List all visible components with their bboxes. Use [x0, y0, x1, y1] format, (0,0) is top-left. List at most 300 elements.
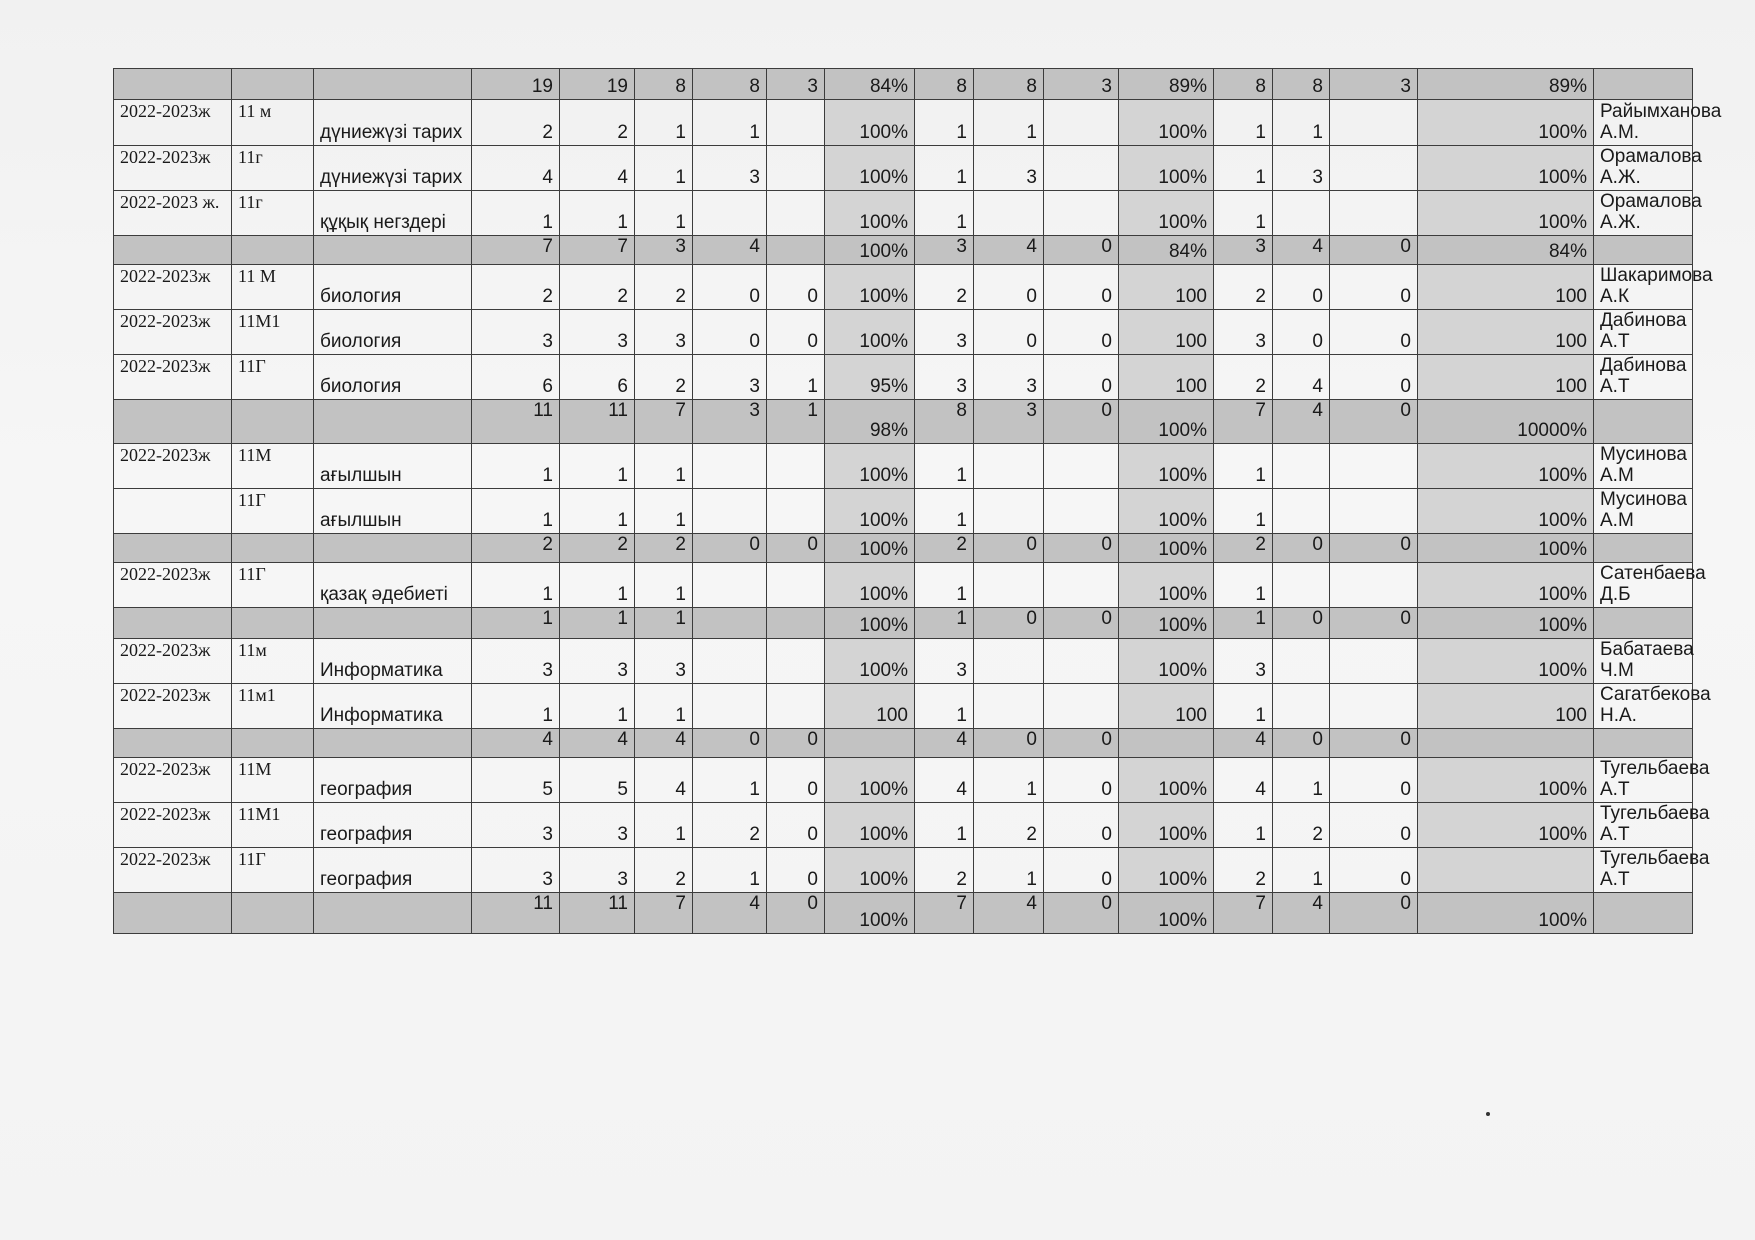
value-cell: 0 [974, 534, 1044, 563]
value-cell: 7 [915, 893, 974, 934]
value-cell: 3 [472, 848, 560, 893]
value-cell [1044, 146, 1119, 191]
percent-cell: 100 [1119, 355, 1214, 400]
value-cell: 8 [635, 69, 693, 100]
table-row [114, 684, 1693, 729]
value-cell: 1 [560, 608, 635, 639]
value-cell: 5 [472, 758, 560, 803]
percent-cell: 100% [1418, 489, 1594, 534]
value-cell: 1 [974, 758, 1044, 803]
value-cell: 8 [693, 69, 767, 100]
value-cell: 3 [472, 803, 560, 848]
percent-cell: 100% [1418, 534, 1594, 563]
value-cell: 2 [915, 265, 974, 310]
value-cell: 0 [1330, 400, 1418, 444]
value-cell: 1 [635, 489, 693, 534]
value-cell: 4 [472, 729, 560, 758]
year-cell: 2022-2023ж [114, 639, 232, 684]
value-cell: 1 [560, 489, 635, 534]
value-cell: 7 [1214, 400, 1273, 444]
percent-cell: 100 [825, 684, 915, 729]
value-cell: 4 [915, 758, 974, 803]
class-cell [232, 608, 314, 639]
percent-cell: 100% [825, 803, 915, 848]
class-cell [232, 729, 314, 758]
value-cell: 3 [693, 355, 767, 400]
value-cell [693, 563, 767, 608]
value-cell: 0 [1044, 265, 1119, 310]
value-cell [1330, 100, 1418, 146]
value-cell: 0 [1044, 729, 1119, 758]
percent-cell: 100% [1119, 100, 1214, 146]
value-cell: 3 [560, 803, 635, 848]
value-cell: 1 [1214, 146, 1273, 191]
teacher-cell: Мусинова А.М [1594, 489, 1693, 534]
teacher-cell [1594, 534, 1693, 563]
value-cell [1273, 489, 1330, 534]
value-cell: 8 [1273, 69, 1330, 100]
value-cell: 0 [1044, 608, 1119, 639]
value-cell: 0 [1044, 355, 1119, 400]
value-cell [693, 684, 767, 729]
value-cell: 0 [767, 848, 825, 893]
percent-cell: 89% [1418, 69, 1594, 100]
subject-cell [314, 69, 472, 100]
value-cell [1044, 191, 1119, 236]
table-row [114, 265, 1693, 310]
subtotal-row [114, 400, 1693, 444]
percent-cell: 100% [1119, 400, 1214, 444]
percent-cell: 100% [1119, 534, 1214, 563]
subject-cell: Информатика [314, 684, 472, 729]
table-row [114, 146, 1693, 191]
value-cell [767, 639, 825, 684]
value-cell [1273, 191, 1330, 236]
value-cell: 3 [1330, 69, 1418, 100]
value-cell [767, 684, 825, 729]
value-cell [1044, 100, 1119, 146]
table-row [114, 191, 1693, 236]
percent-cell [1418, 729, 1594, 758]
value-cell: 1 [693, 100, 767, 146]
class-cell: 11М [232, 444, 314, 489]
class-cell: 11г [232, 191, 314, 236]
teacher-cell: Орамалова А.Ж. [1594, 146, 1693, 191]
value-cell [693, 191, 767, 236]
year-cell: 2022-2023ж [114, 848, 232, 893]
value-cell [1273, 684, 1330, 729]
value-cell [767, 608, 825, 639]
class-cell: 11Г [232, 355, 314, 400]
value-cell: 0 [767, 729, 825, 758]
percent-cell: 100% [1119, 893, 1214, 934]
value-cell: 1 [693, 758, 767, 803]
value-cell [1330, 191, 1418, 236]
value-cell: 1 [915, 803, 974, 848]
subject-cell: Информатика [314, 639, 472, 684]
value-cell: 0 [693, 729, 767, 758]
value-cell: 4 [472, 146, 560, 191]
value-cell: 0 [1330, 758, 1418, 803]
value-cell: 2 [1214, 848, 1273, 893]
value-cell: 3 [1214, 236, 1273, 265]
teacher-cell [1594, 893, 1693, 934]
value-cell: 0 [1330, 236, 1418, 265]
value-cell: 0 [1273, 265, 1330, 310]
subtotal-row [114, 729, 1693, 758]
value-cell [767, 563, 825, 608]
class-cell [232, 69, 314, 100]
percent-cell: 100% [1119, 848, 1214, 893]
value-cell: 0 [1330, 310, 1418, 355]
table-row [114, 848, 1693, 893]
class-cell [232, 893, 314, 934]
value-cell [974, 639, 1044, 684]
value-cell: 1 [560, 444, 635, 489]
class-cell: 11Г [232, 563, 314, 608]
value-cell [1273, 444, 1330, 489]
percent-cell [1119, 729, 1214, 758]
subject-cell [314, 729, 472, 758]
results-table [113, 68, 1722, 934]
teacher-cell [1594, 236, 1693, 265]
value-cell: 0 [1044, 534, 1119, 563]
percent-cell: 100% [825, 236, 915, 265]
value-cell: 4 [974, 893, 1044, 934]
value-cell: 3 [1273, 146, 1330, 191]
value-cell: 1 [472, 489, 560, 534]
value-cell: 3 [974, 355, 1044, 400]
subject-cell: география [314, 758, 472, 803]
value-cell: 7 [1214, 893, 1273, 934]
percent-cell: 100% [1418, 100, 1594, 146]
percent-cell: 100% [825, 191, 915, 236]
year-cell [114, 400, 232, 444]
value-cell: 8 [915, 69, 974, 100]
year-cell: 2022-2023ж [114, 100, 232, 146]
value-cell [974, 563, 1044, 608]
value-cell: 8 [974, 69, 1044, 100]
value-cell: 1 [1273, 758, 1330, 803]
value-cell: 0 [1044, 400, 1119, 444]
value-cell: 4 [635, 758, 693, 803]
year-cell: 2022-2023ж [114, 803, 232, 848]
percent-cell: 100 [1119, 265, 1214, 310]
subject-cell: ағылшын [314, 444, 472, 489]
value-cell: 1 [915, 100, 974, 146]
value-cell: 19 [560, 69, 635, 100]
percent-cell: 100% [825, 146, 915, 191]
value-cell: 3 [1214, 639, 1273, 684]
value-cell: 7 [560, 236, 635, 265]
subject-cell [314, 534, 472, 563]
teacher-cell: Бабатаева Ч.М [1594, 639, 1693, 684]
value-cell: 4 [1273, 400, 1330, 444]
value-cell [974, 444, 1044, 489]
value-cell: 2 [635, 355, 693, 400]
class-cell: 11 М [232, 265, 314, 310]
value-cell: 3 [560, 848, 635, 893]
percent-cell: 84% [1418, 236, 1594, 265]
value-cell: 11 [472, 400, 560, 444]
value-cell [1044, 489, 1119, 534]
year-cell [114, 236, 232, 265]
value-cell: 1 [915, 684, 974, 729]
teacher-cell [1594, 400, 1693, 444]
value-cell: 0 [1044, 758, 1119, 803]
year-cell: 2022-2023ж [114, 758, 232, 803]
percent-cell: 100 [1119, 684, 1214, 729]
class-cell: 11М1 [232, 310, 314, 355]
value-cell: 0 [767, 803, 825, 848]
value-cell: 4 [974, 236, 1044, 265]
value-cell: 1 [560, 563, 635, 608]
year-cell [114, 489, 232, 534]
subject-cell: ағылшын [314, 489, 472, 534]
value-cell: 1 [767, 400, 825, 444]
percent-cell: 100% [825, 893, 915, 934]
percent-cell: 100% [1119, 444, 1214, 489]
table-row [114, 444, 1693, 489]
value-cell: 1 [635, 100, 693, 146]
value-cell: 2 [472, 100, 560, 146]
value-cell: 1 [635, 146, 693, 191]
value-cell: 7 [635, 893, 693, 934]
value-cell: 4 [1214, 729, 1273, 758]
value-cell: 2 [560, 534, 635, 563]
percent-cell: 100% [1119, 146, 1214, 191]
value-cell: 2 [472, 265, 560, 310]
percent-cell: 10000% [1418, 400, 1594, 444]
percent-cell: 100 [1119, 310, 1214, 355]
value-cell: 3 [767, 69, 825, 100]
value-cell: 11 [472, 893, 560, 934]
year-cell [114, 69, 232, 100]
percent-cell: 100% [825, 534, 915, 563]
percent-cell: 100% [1418, 758, 1594, 803]
teacher-cell: Тугельбаева А.Т [1594, 758, 1693, 803]
year-cell: 2022-2023 ж. [114, 191, 232, 236]
value-cell: 1 [1214, 191, 1273, 236]
teacher-cell [1594, 69, 1693, 100]
percent-cell: 100% [1418, 639, 1594, 684]
value-cell: 3 [974, 400, 1044, 444]
percent-cell: 100% [825, 848, 915, 893]
value-cell [1330, 489, 1418, 534]
percent-cell: 100% [1418, 608, 1594, 639]
value-cell: 1 [472, 563, 560, 608]
percent-cell: 100% [1119, 489, 1214, 534]
subject-cell [314, 236, 472, 265]
value-cell: 0 [1044, 893, 1119, 934]
value-cell: 11 [560, 400, 635, 444]
value-cell [767, 146, 825, 191]
value-cell: 2 [635, 848, 693, 893]
value-cell: 1 [472, 191, 560, 236]
value-cell: 2 [635, 534, 693, 563]
value-cell: 1 [635, 563, 693, 608]
year-cell [114, 893, 232, 934]
subject-cell [314, 608, 472, 639]
value-cell: 1 [1214, 563, 1273, 608]
class-cell: 11М [232, 758, 314, 803]
value-cell [1044, 444, 1119, 489]
value-cell [1330, 563, 1418, 608]
teacher-cell: Орамалова А.Ж. [1594, 191, 1693, 236]
subject-cell: география [314, 803, 472, 848]
percent-cell: 100% [1418, 563, 1594, 608]
value-cell: 1 [974, 848, 1044, 893]
value-cell: 1 [1214, 444, 1273, 489]
value-cell: 0 [974, 608, 1044, 639]
percent-cell: 100% [1119, 563, 1214, 608]
value-cell: 1 [1214, 803, 1273, 848]
subtotal-row [114, 608, 1693, 639]
percent-cell: 100 [1418, 310, 1594, 355]
value-cell: 1 [560, 191, 635, 236]
year-cell: 2022-2023ж [114, 265, 232, 310]
subject-cell: биология [314, 355, 472, 400]
percent-cell: 100% [825, 100, 915, 146]
value-cell: 1 [472, 684, 560, 729]
value-cell: 3 [915, 639, 974, 684]
table-body [114, 69, 1722, 934]
value-cell: 0 [1330, 355, 1418, 400]
subject-cell: биология [314, 310, 472, 355]
class-cell: 11М1 [232, 803, 314, 848]
value-cell: 1 [974, 100, 1044, 146]
subtotal-row [114, 69, 1693, 100]
value-cell: 1 [693, 848, 767, 893]
value-cell: 0 [693, 534, 767, 563]
value-cell: 0 [1273, 534, 1330, 563]
value-cell: 2 [974, 803, 1044, 848]
value-cell [1273, 563, 1330, 608]
value-cell: 2 [1214, 265, 1273, 310]
value-cell: 2 [635, 265, 693, 310]
percent-cell: 100% [1418, 444, 1594, 489]
value-cell [1330, 684, 1418, 729]
value-cell: 3 [915, 310, 974, 355]
value-cell: 2 [472, 534, 560, 563]
subject-cell: биология [314, 265, 472, 310]
teacher-cell: Райымханова А.М. [1594, 100, 1693, 146]
value-cell: 1 [560, 684, 635, 729]
value-cell: 0 [1044, 310, 1119, 355]
value-cell: 4 [1214, 758, 1273, 803]
class-cell: 11Г [232, 489, 314, 534]
value-cell: 0 [693, 265, 767, 310]
value-cell [1330, 444, 1418, 489]
percent-cell: 100% [1418, 191, 1594, 236]
value-cell: 1 [635, 608, 693, 639]
teacher-cell: Сагатбекова Н.А. [1594, 684, 1693, 729]
percent-cell: 100% [825, 444, 915, 489]
value-cell: 1 [915, 444, 974, 489]
value-cell: 1 [1273, 848, 1330, 893]
value-cell: 0 [1330, 848, 1418, 893]
subtotal-row [114, 236, 1693, 265]
value-cell: 4 [560, 146, 635, 191]
value-cell: 19 [472, 69, 560, 100]
value-cell: 1 [915, 191, 974, 236]
percent-cell: 100% [1418, 803, 1594, 848]
teacher-cell: Дабинова А.Т [1594, 355, 1693, 400]
percent-cell: 89% [1119, 69, 1214, 100]
value-cell: 1 [1273, 100, 1330, 146]
subject-cell [314, 400, 472, 444]
value-cell: 0 [1330, 608, 1418, 639]
percent-cell: 100% [1119, 608, 1214, 639]
value-cell [974, 191, 1044, 236]
subtotal-row [114, 893, 1693, 934]
value-cell: 2 [1273, 803, 1330, 848]
percent-cell: 98% [825, 400, 915, 444]
value-cell: 0 [974, 265, 1044, 310]
value-cell: 3 [693, 400, 767, 444]
value-cell: 2 [1214, 534, 1273, 563]
class-cell: 11г [232, 146, 314, 191]
value-cell: 3 [915, 236, 974, 265]
value-cell: 5 [560, 758, 635, 803]
value-cell [1273, 639, 1330, 684]
value-cell: 0 [1330, 265, 1418, 310]
teacher-cell: Сатенбаева Д.Б [1594, 563, 1693, 608]
percent-cell [1418, 848, 1594, 893]
value-cell [1044, 639, 1119, 684]
value-cell: 2 [693, 803, 767, 848]
subject-cell: дүниежүзі тарих [314, 146, 472, 191]
value-cell: 0 [767, 893, 825, 934]
percent-cell: 100% [1119, 758, 1214, 803]
class-cell: 11 м [232, 100, 314, 146]
year-cell [114, 608, 232, 639]
value-cell: 1 [1214, 608, 1273, 639]
value-cell: 1 [915, 563, 974, 608]
value-cell: 0 [1044, 803, 1119, 848]
value-cell: 4 [635, 729, 693, 758]
class-cell [232, 400, 314, 444]
table-row [114, 355, 1693, 400]
percent-cell: 84% [1119, 236, 1214, 265]
percent-cell [825, 729, 915, 758]
value-cell [767, 444, 825, 489]
value-cell: 4 [1273, 236, 1330, 265]
value-cell: 4 [1273, 893, 1330, 934]
value-cell: 3 [1044, 69, 1119, 100]
percent-cell: 100% [825, 639, 915, 684]
percent-cell: 100% [825, 608, 915, 639]
value-cell [767, 489, 825, 534]
value-cell: 1 [915, 146, 974, 191]
value-cell [693, 489, 767, 534]
table-row [114, 803, 1693, 848]
teacher-cell [1594, 729, 1693, 758]
value-cell [767, 100, 825, 146]
value-cell: 3 [915, 355, 974, 400]
value-cell: 4 [693, 893, 767, 934]
year-cell: 2022-2023ж [114, 355, 232, 400]
value-cell [693, 444, 767, 489]
value-cell: 0 [1044, 848, 1119, 893]
value-cell [974, 684, 1044, 729]
class-cell: 11м1 [232, 684, 314, 729]
value-cell [1330, 146, 1418, 191]
value-cell: 3 [472, 310, 560, 355]
value-cell: 3 [635, 236, 693, 265]
value-cell [693, 639, 767, 684]
percent-cell: 100 [1418, 684, 1594, 729]
